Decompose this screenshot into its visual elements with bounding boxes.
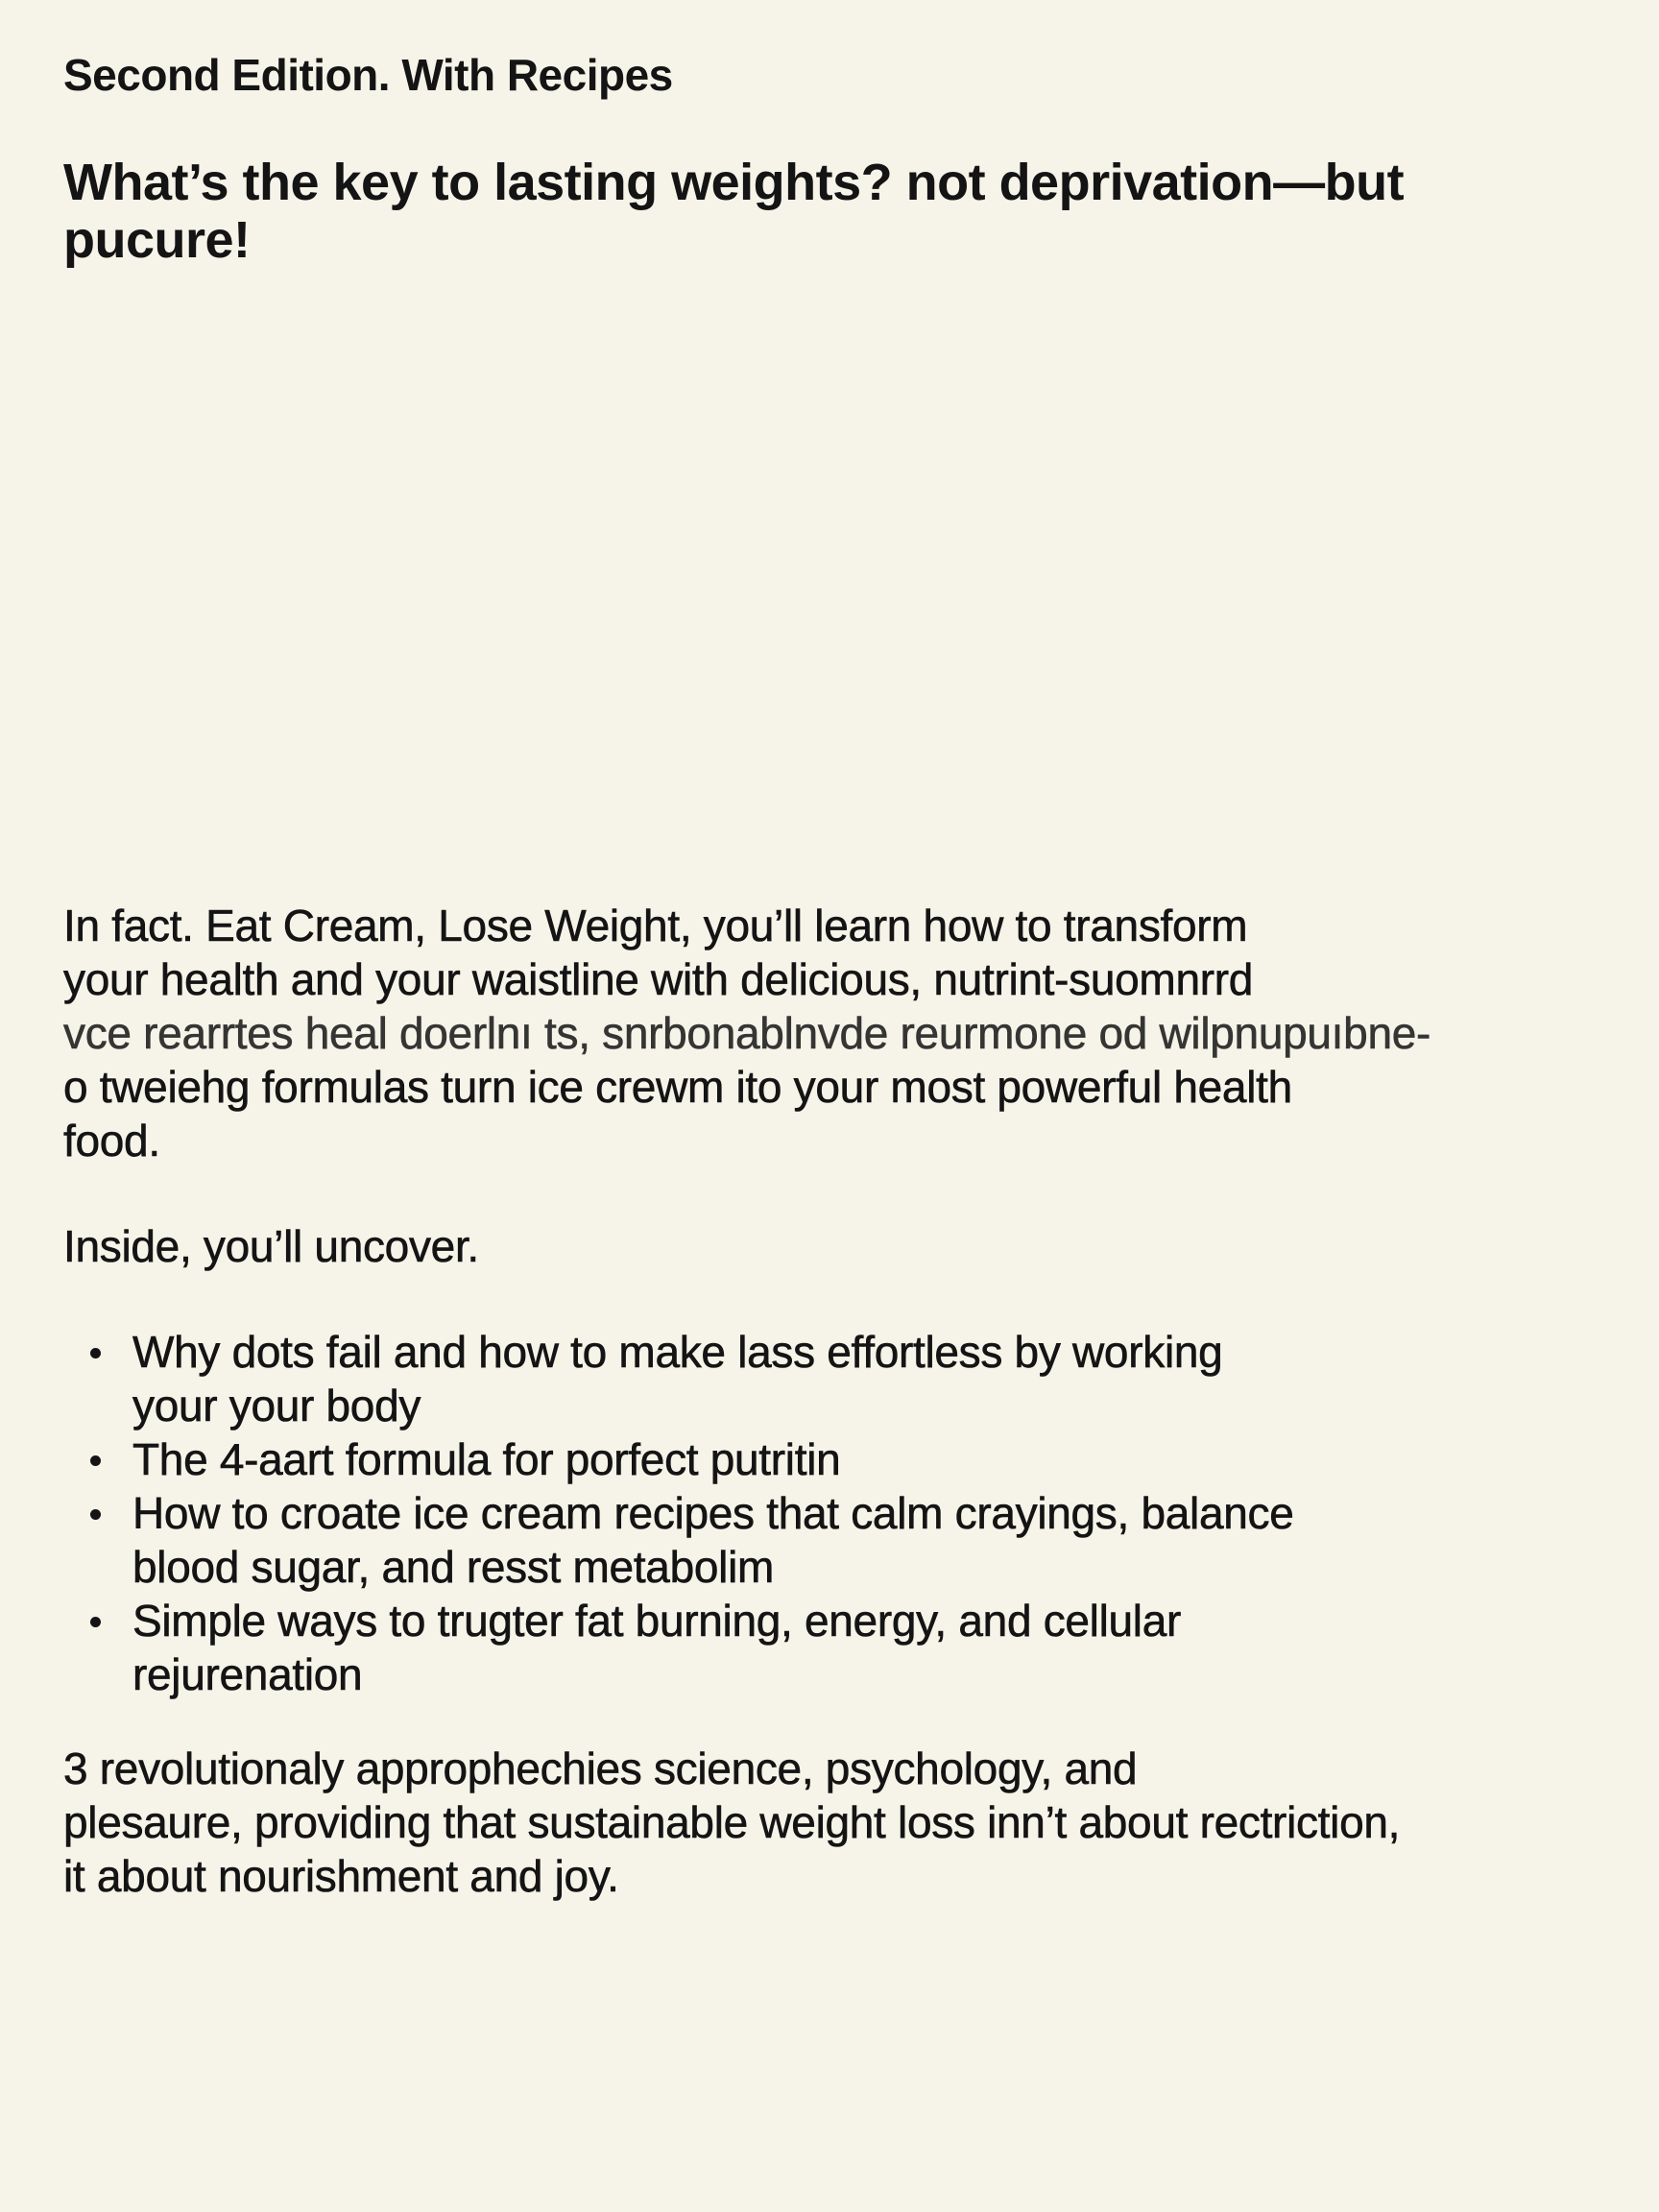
closing-line-2: plesaure, providing that sustainable weight loss inn’t about rectriction, [63,1797,1401,1847]
list-item-line-1: Why dots fail and how to make lass effortless by working [132,1327,1223,1377]
list-item-line-2: blood sugar, and resst metabolim [132,1542,775,1592]
inside-heading: Inside, you’ll uncover. [63,1221,479,1271]
list-item [63,1432,1294,1486]
bullet-icon [90,1455,101,1466]
headline-line-2: pucure! [63,211,251,269]
intro-line-4: o tweiehg formulas turn ice crewm ito your most powerful health [63,1062,1292,1112]
list-item-line-2: rejurenation [132,1649,363,1699]
list-item-line-1: How to croate ice cream recipes that calm crayings, balance [132,1488,1294,1538]
edition-label: Second Edition. With Recipes [63,50,673,100]
feature-list [63,1325,1294,1701]
list-item-line-2: your your body [132,1381,421,1431]
bullet-icon [90,1617,101,1627]
list-item [63,1594,1294,1701]
headline [63,154,1561,269]
intro-paragraph [63,899,1431,1167]
headline-line-1: What’s the key to lasting weights? not deprivation—but [63,154,1405,211]
intro-line-5: food. [63,1116,160,1166]
bullet-icon [90,1348,101,1358]
closing-line-3: it about nourishment and joy. [63,1851,619,1901]
closing-paragraph [63,1742,1400,1903]
list-item [63,1486,1294,1594]
list-item-line-1: The 4-aart formula for porfect putritin [132,1434,841,1484]
closing-line-1: 3 revolutionaly approphechies science, psychology, and [63,1743,1138,1793]
intro-line-3: vce rearrtes heal doerlnı ts, snrbonablnvde reurmone od wilpnupuıbne- [63,1008,1431,1058]
list-item-line-1: Simple ways to trugter fat burning, energy, and cellular [132,1596,1182,1646]
intro-line-1: In fact. Eat Cream, Lose Weight, you’ll learn how to transform [63,901,1248,950]
intro-line-2: your health and your waistline with delicious, nutrint-suomnrrd [63,954,1254,1004]
bullet-icon [90,1509,101,1520]
list-item [63,1325,1294,1432]
